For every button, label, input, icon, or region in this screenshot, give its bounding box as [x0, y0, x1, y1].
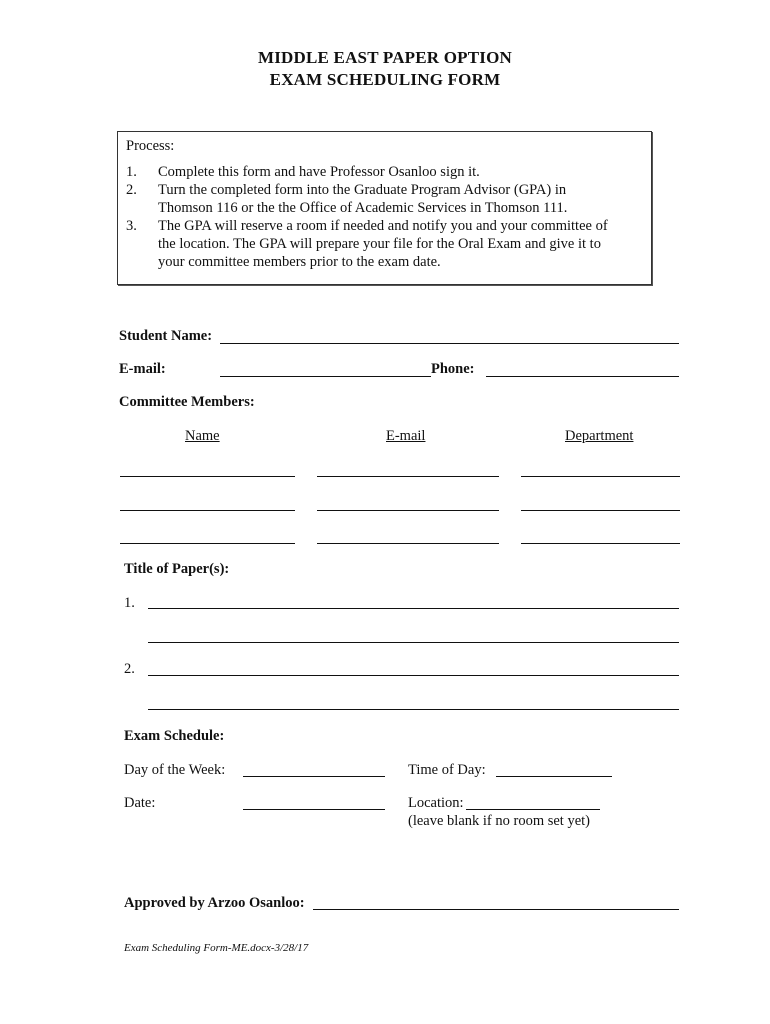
- step-1-line-1: Complete this form and have Professor Osanloo sign it.: [158, 164, 480, 180]
- committee-1-name-field[interactable]: [120, 476, 295, 477]
- form-title-line-1: MIDDLE EAST PAPER OPTION: [257, 48, 512, 67]
- email-label: E-mail:: [119, 361, 166, 377]
- paper-1-title-field[interactable]: [148, 608, 679, 609]
- approval-signature-field[interactable]: [313, 909, 679, 910]
- committee-col-email: E-mail: [386, 428, 426, 444]
- committee-col-name: Name: [185, 428, 220, 444]
- process-heading: Process:: [126, 138, 175, 154]
- day-of-week-field[interactable]: [243, 776, 385, 777]
- step-2-number: 2.: [126, 182, 137, 198]
- date-field[interactable]: [243, 809, 385, 810]
- student-name-field[interactable]: [220, 343, 679, 344]
- footer-doc-id: Exam Scheduling Form-ME.docx-3/28/17: [124, 942, 309, 954]
- paper-2-number: 2.: [124, 661, 135, 677]
- committee-3-department-field[interactable]: [521, 543, 680, 544]
- step-3-number: 3.: [126, 218, 137, 234]
- committee-1-department-field[interactable]: [521, 476, 680, 477]
- time-of-day-label: Time of Day:: [408, 762, 486, 778]
- committee-3-email-field[interactable]: [317, 543, 499, 544]
- committee-col-department: Department: [565, 428, 634, 444]
- phone-field[interactable]: [486, 376, 679, 377]
- time-of-day-field[interactable]: [496, 776, 612, 777]
- step-2-line-2: Thomson 116 or the the Office of Academic Services in Thomson 111.: [158, 200, 568, 216]
- papers-heading: Title of Paper(s):: [124, 561, 230, 577]
- committee-2-email-field[interactable]: [317, 510, 499, 511]
- committee-1-email-field[interactable]: [317, 476, 499, 477]
- location-field[interactable]: [466, 809, 600, 810]
- schedule-heading: Exam Schedule:: [124, 728, 225, 744]
- step-3-line-3: your committee members prior to the exam date.: [158, 254, 441, 270]
- email-field[interactable]: [220, 376, 431, 377]
- day-of-week-label: Day of the Week:: [124, 762, 226, 778]
- committee-heading: Committee Members:: [119, 394, 255, 410]
- step-2-text: [158, 181, 643, 217]
- paper-2-title-field[interactable]: [148, 675, 679, 676]
- step-3-line-1: The GPA will reserve a room if needed and notify you and your committee of: [158, 218, 608, 234]
- location-label: Location:: [408, 795, 464, 811]
- step-1-number: 1.: [126, 164, 137, 180]
- committee-2-name-field[interactable]: [120, 510, 295, 511]
- approval-label: Approved by Arzoo Osanloo:: [124, 895, 305, 911]
- date-label: Date:: [124, 795, 156, 811]
- step-1-text: [158, 163, 643, 181]
- student-name-label: Student Name:: [119, 328, 213, 344]
- step-3-line-2: the location. The GPA will prepare your file for the Oral Exam and give it to: [158, 236, 601, 252]
- committee-3-name-field[interactable]: [120, 543, 295, 544]
- location-note: (leave blank if no room set yet): [408, 813, 590, 829]
- step-3-text: [158, 217, 643, 271]
- process-box: [117, 131, 652, 285]
- committee-2-department-field[interactable]: [521, 510, 680, 511]
- form-title-line-2: EXAM SCHEDULING FORM: [269, 70, 501, 89]
- paper-1-title-field-line-2[interactable]: [148, 642, 679, 643]
- phone-label: Phone:: [431, 361, 475, 377]
- paper-2-title-field-line-2[interactable]: [148, 709, 679, 710]
- step-2-line-1: Turn the completed form into the Graduate Program Advisor (GPA) in: [158, 182, 567, 198]
- paper-1-number: 1.: [124, 595, 135, 611]
